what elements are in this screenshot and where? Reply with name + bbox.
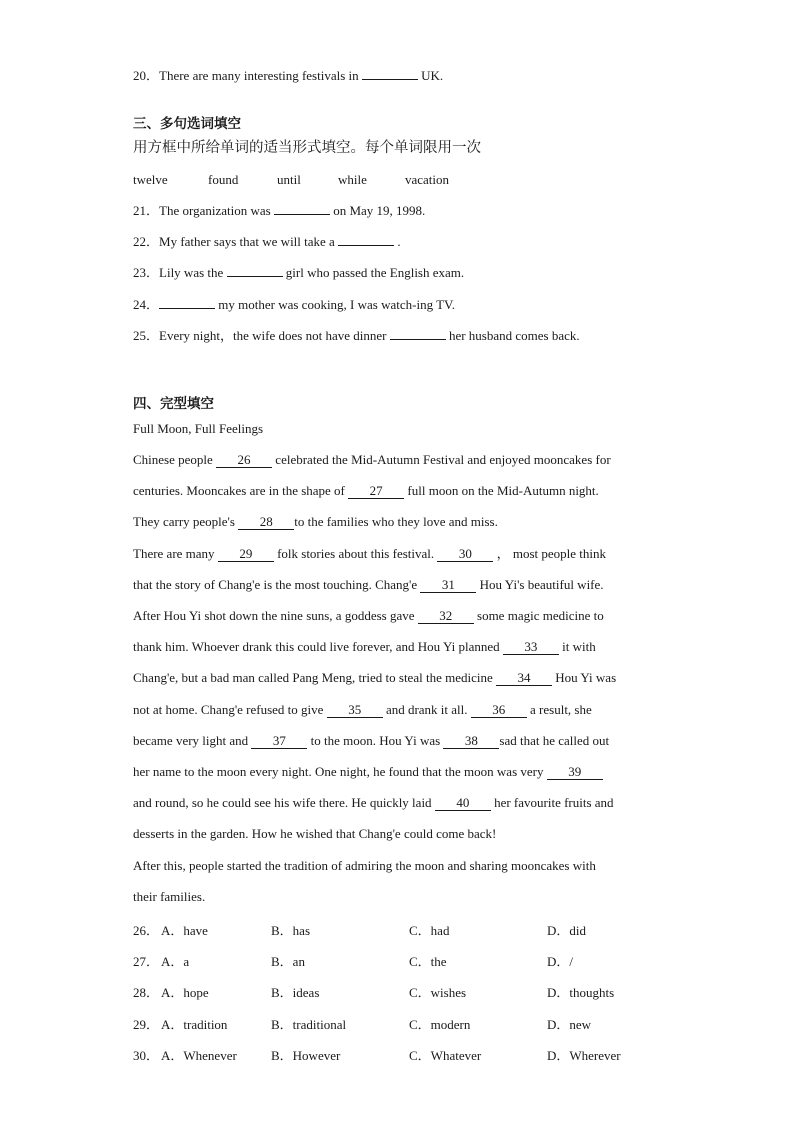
answer-option[interactable]: A．have bbox=[161, 923, 208, 938]
section-4-title: 四、完型填空 bbox=[133, 396, 214, 412]
answer-blank[interactable] bbox=[274, 214, 330, 215]
question-text-after: girl who passed the English exam. bbox=[282, 265, 465, 280]
answer-option[interactable]: B．has bbox=[271, 923, 311, 938]
passage-line bbox=[133, 546, 606, 562]
question-text-before: There are many interesting festivals in bbox=[159, 68, 362, 83]
question-number: 28． bbox=[133, 985, 160, 1000]
question-25 bbox=[133, 328, 580, 344]
passage-text: After Hou Yi shot down the nine suns, a goddess gave bbox=[133, 608, 418, 623]
answer-option[interactable]: B．traditional bbox=[271, 1017, 347, 1032]
section-3-title: 三、多句选词填空 bbox=[133, 116, 241, 132]
question-number: 22． bbox=[133, 234, 160, 249]
passage-line bbox=[133, 639, 596, 655]
passage-text: not at home. Chang'e refused to give bbox=[133, 702, 327, 717]
passage-line bbox=[133, 702, 592, 718]
question-text-after: . bbox=[394, 234, 401, 249]
cloze-blank[interactable]: 40 bbox=[435, 796, 491, 811]
answer-option[interactable]: C．Whatever bbox=[409, 1048, 482, 1063]
question-22 bbox=[133, 234, 401, 250]
passage-text: Hou Yi was bbox=[551, 670, 617, 685]
cloze-blank[interactable]: 32 bbox=[418, 609, 474, 624]
passage-line bbox=[133, 452, 611, 468]
passage-line bbox=[133, 608, 604, 624]
answer-option[interactable]: C．modern bbox=[409, 1017, 471, 1032]
question-number: 23． bbox=[133, 265, 160, 280]
passage-text: folk stories about this festival. bbox=[273, 546, 438, 561]
passage-text: and round, so he could see his wife there. He quickly laid bbox=[133, 795, 435, 810]
cloze-blank[interactable]: 27 bbox=[348, 484, 404, 499]
passage-text: to the moon. Hou Yi was bbox=[307, 733, 444, 748]
question-number: 24． bbox=[133, 297, 160, 312]
question-number: 25． bbox=[133, 328, 160, 343]
question-text-before: Lily was the bbox=[159, 265, 227, 280]
passage-line bbox=[133, 670, 616, 686]
answer-blank[interactable] bbox=[338, 245, 394, 246]
answer-option[interactable]: D．new bbox=[547, 1017, 592, 1032]
question-number: 20． bbox=[133, 68, 160, 83]
passage-text: desserts in the garden. How he wished that Chang'e could come back! bbox=[133, 826, 497, 841]
question-number: 26． bbox=[133, 923, 160, 938]
answer-option[interactable]: B．However bbox=[271, 1048, 341, 1063]
word-bank-item: found bbox=[208, 172, 239, 187]
passage-text: centuries. Mooncakes are in the shape of bbox=[133, 483, 349, 498]
answer-option[interactable]: B．an bbox=[271, 954, 305, 969]
answer-option[interactable]: B．ideas bbox=[271, 985, 320, 1000]
answer-blank[interactable] bbox=[227, 276, 283, 277]
word-bank bbox=[133, 172, 449, 188]
passage-line bbox=[133, 577, 604, 593]
passage-text: her name to the moon every night. One night, he found that the moon was very bbox=[133, 764, 547, 779]
passage-text: thank him. Whoever drank this could live forever, and Hou Yi planned bbox=[133, 639, 503, 654]
passage-text: it with bbox=[558, 639, 596, 654]
answer-option[interactable]: A．Whenever bbox=[161, 1048, 237, 1063]
passage-text: a result, she bbox=[526, 702, 592, 717]
answer-option[interactable]: A．tradition bbox=[161, 1017, 228, 1032]
passage-text: After this, people started the tradition of admiring the moon and sharing mooncakes with bbox=[133, 858, 596, 873]
passage-line bbox=[133, 795, 614, 811]
answer-blank[interactable] bbox=[362, 79, 418, 80]
cloze-blank[interactable]: 37 bbox=[251, 734, 307, 749]
passage-text: ， most people think bbox=[493, 546, 607, 561]
word-bank-item: while bbox=[338, 172, 367, 187]
question-20 bbox=[133, 68, 443, 84]
passage-text: that the story of Chang'e is the most touching. Chang'e bbox=[133, 577, 421, 592]
answer-option[interactable]: C．the bbox=[409, 954, 447, 969]
cloze-blank[interactable]: 34 bbox=[496, 671, 552, 686]
word-bank-item: vacation bbox=[405, 172, 450, 187]
passage-text: There are many bbox=[133, 546, 218, 561]
answer-option[interactable]: C．had bbox=[409, 923, 450, 938]
passage-line bbox=[133, 764, 603, 780]
answer-option[interactable]: A．hope bbox=[161, 985, 209, 1000]
passage-text: Chang'e, but a bad man called Pang Meng, tried to steal the medicine bbox=[133, 670, 496, 685]
answer-blank[interactable] bbox=[390, 339, 446, 340]
passage-title: Full Moon, Full Feelings bbox=[133, 421, 264, 436]
answer-option[interactable]: D．/ bbox=[547, 954, 574, 969]
passage-line bbox=[133, 826, 496, 842]
answer-option[interactable]: C．wishes bbox=[409, 985, 467, 1000]
question-text-after: her husband comes back. bbox=[445, 328, 580, 343]
passage-line bbox=[133, 514, 498, 530]
cloze-blank[interactable]: 30 bbox=[437, 547, 493, 562]
passage-text: her favourite fruits and bbox=[490, 795, 614, 810]
question-21 bbox=[133, 203, 425, 219]
passage-text: and drank it all. bbox=[382, 702, 471, 717]
question-text-before: The organization was bbox=[159, 203, 274, 218]
answer-option[interactable]: D．did bbox=[547, 923, 587, 938]
passage-line bbox=[133, 858, 596, 874]
answer-option[interactable]: D．thoughts bbox=[547, 985, 615, 1000]
passage-text: Hou Yi's beautiful wife. bbox=[476, 577, 604, 592]
question-24 bbox=[133, 297, 455, 313]
passage-line bbox=[133, 889, 205, 905]
question-number: 29． bbox=[133, 1017, 160, 1032]
cloze-blank[interactable]: 36 bbox=[471, 703, 527, 718]
cloze-blank[interactable]: 35 bbox=[327, 703, 383, 718]
question-number: 30． bbox=[133, 1048, 160, 1063]
question-number: 21． bbox=[133, 203, 160, 218]
cloze-blank[interactable]: 33 bbox=[503, 640, 559, 655]
passage-text: became very light and bbox=[133, 733, 252, 748]
passage-line bbox=[133, 733, 609, 749]
question-number: 27． bbox=[133, 954, 160, 969]
passage-text: celebrated the Mid-Autumn Festival and enjoyed mooncakes for bbox=[272, 452, 611, 467]
question-23 bbox=[133, 265, 464, 281]
answer-option[interactable]: D．Wherever bbox=[547, 1048, 621, 1063]
word-bank-item: twelve bbox=[133, 172, 168, 187]
cloze-blank[interactable]: 38 bbox=[443, 734, 499, 749]
answer-blank[interactable] bbox=[159, 308, 215, 309]
passage-text: Chinese people bbox=[133, 452, 217, 467]
passage-text: their families. bbox=[133, 889, 206, 904]
question-text-after: on May 19, 1998. bbox=[329, 203, 426, 218]
passage-text: They carry people's bbox=[133, 514, 239, 529]
cloze-blank[interactable]: 26 bbox=[216, 453, 272, 468]
question-text-after: my mother was cooking, I was watch-ing TV. bbox=[215, 297, 455, 312]
section-3-instruction: 用方框中所给单词的适当形式填空。每个单词限用一次 bbox=[133, 140, 481, 156]
passage-text: sad that he called out bbox=[499, 733, 610, 748]
cloze-blank[interactable]: 39 bbox=[547, 765, 603, 780]
question-text-before: My father says that we will take a bbox=[159, 234, 339, 249]
cloze-blank[interactable]: 29 bbox=[218, 547, 274, 562]
cloze-blank[interactable]: 31 bbox=[420, 578, 476, 593]
passage-text: to the families who they love and miss. bbox=[294, 514, 498, 529]
passage-text: full moon on the Mid-Autumn night. bbox=[404, 483, 599, 498]
question-text-after: UK. bbox=[417, 68, 444, 83]
word-bank-item: until bbox=[277, 172, 301, 187]
passage-line bbox=[133, 483, 599, 499]
question-text-before: Every night，the wife does not have dinner bbox=[159, 328, 390, 343]
answer-option[interactable]: A．a bbox=[161, 954, 190, 969]
cloze-blank[interactable]: 28 bbox=[238, 515, 294, 530]
passage-text: some magic medicine to bbox=[473, 608, 604, 623]
